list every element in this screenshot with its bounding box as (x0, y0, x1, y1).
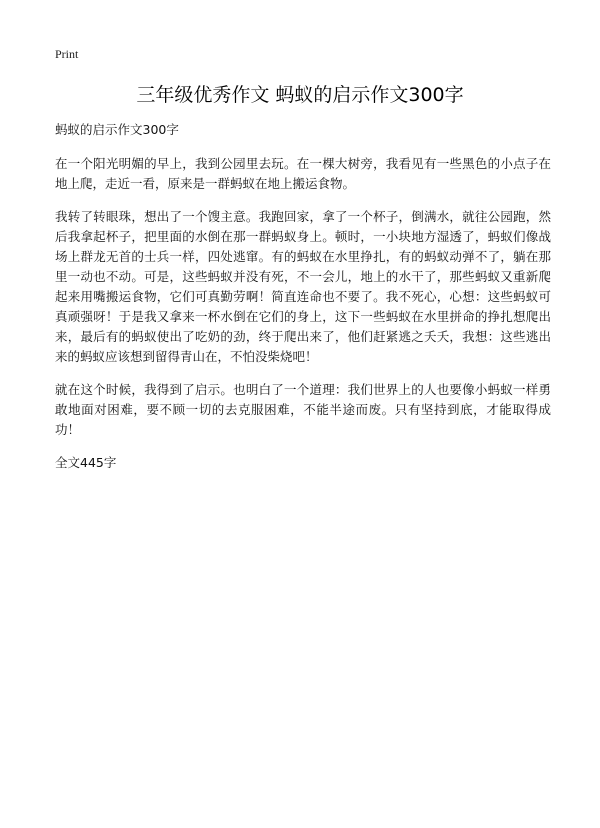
page-title: 三年级优秀作文 蚂蚁的启示作文300字 (136, 84, 464, 106)
print-link[interactable]: Print (55, 47, 79, 61)
article-paragraph-2: 我转了转眼珠，想出了一个馊主意。我跑回家，拿了一个杯子，倒满水，就往公园跑，然后我拿起杯子，把里面的水倒在那一群蚂蚁身上。顿时，一小块地方湿透了，蚂蚁们像战场上群龙无首的士兵一样，四处逃窜。有的蚂蚁在水里挣扎，有的蚂蚁动弹不了，躺在那里一动也不动。可是，这些蚂蚁并没有死，不一会儿，地上的水干了，那些蚂蚁又重新爬起来用嘴搬运食物，它们可真勤劳啊！简直连命也不要了。我不死心，心想：这些蚂蚁可真顽强呀！于是我又拿来一杯水倒在它们的身上，这下一些蚂蚁在水里拼命的挣扎想爬出来，最后有的蚂蚁使出了吃奶的劲，终于爬出来了，他们赶紧逃之夭夭，我想：这些逃出来的蚂蚁应该想到留得青山在，不怕没柴烧吧！ (55, 209, 551, 364)
word-count: 全文445字 (55, 455, 117, 470)
article-subtitle: 蚂蚁的启示作文300字 (55, 122, 179, 137)
article-body (55, 120, 551, 486)
article-paragraph-1: 在一个阳光明媚的早上，我到公园里去玩。在一棵大树旁，我看见有一些黑色的小点子在地上爬，走近一看，原来是一群蚂蚁在地上搬运食物。 (55, 156, 551, 191)
article-paragraph-3: 就在这个时候，我得到了启示。也明白了一个道理：我们世界上的人也要像小蚂蚁一样勇敢地面对困难，要不顾一切的去克服困难，不能半途而废。只有坚持到底，才能取得成功！ (55, 382, 551, 437)
